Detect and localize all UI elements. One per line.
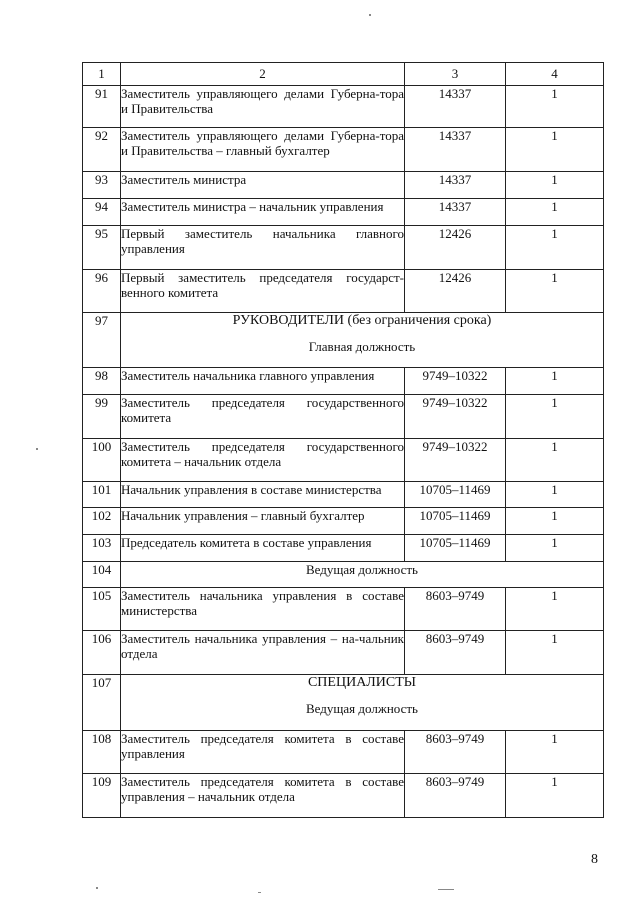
salary-value: 9749–10322 xyxy=(405,439,506,482)
row-number: 104 xyxy=(83,562,121,588)
scan-speck xyxy=(369,14,371,16)
table-header-row xyxy=(83,63,604,86)
section-title: РУКОВОДИТЕЛИ (без ограничения срока) xyxy=(232,313,492,328)
row-number: 105 xyxy=(83,588,121,631)
quantity-value: 1 xyxy=(506,588,604,631)
quantity-value: 1 xyxy=(506,535,604,562)
salary-value: 12426 xyxy=(405,226,506,270)
section-subtitle: Главная должность xyxy=(308,339,416,354)
salary-value: 8603–9749 xyxy=(405,774,506,818)
row-number: 96 xyxy=(83,270,121,313)
position-title: Заместитель начальника управления в составе министерства xyxy=(121,588,405,631)
position-title: Начальник управления – главный бухгалтер xyxy=(121,508,405,535)
section-heading-cell xyxy=(121,562,604,588)
table-row xyxy=(83,482,604,508)
table-row xyxy=(83,128,604,172)
table-row xyxy=(83,172,604,199)
row-number: 103 xyxy=(83,535,121,562)
row-number: 99 xyxy=(83,395,121,439)
scan-speck xyxy=(258,892,261,893)
salary-value: 14337 xyxy=(405,199,506,226)
row-number: 95 xyxy=(83,226,121,270)
row-number: 106 xyxy=(83,631,121,675)
table-section-row xyxy=(83,313,604,368)
position-title: Заместитель председателя государственного комитета – начальник отдела xyxy=(121,439,405,482)
quantity-value: 1 xyxy=(506,508,604,535)
scan-speck xyxy=(36,448,38,450)
table-row xyxy=(83,439,604,482)
salary-value: 9749–10322 xyxy=(405,395,506,439)
table-row xyxy=(83,731,604,774)
row-number: 93 xyxy=(83,172,121,199)
salary-value: 10705–11469 xyxy=(405,535,506,562)
position-title: Первый заместитель начальника главного управления xyxy=(121,226,405,270)
table-row xyxy=(83,199,604,226)
quantity-value: 1 xyxy=(506,199,604,226)
table-row xyxy=(83,226,604,270)
row-number: 107 xyxy=(83,675,121,731)
row-number: 91 xyxy=(83,86,121,128)
position-title: Заместитель управляющего делами Губерна-тора и Правительства xyxy=(121,86,405,128)
table-section-row xyxy=(83,675,604,731)
salary-value: 8603–9749 xyxy=(405,588,506,631)
header-col-3: 3 xyxy=(405,63,506,86)
row-number: 98 xyxy=(83,368,121,395)
section-title: СПЕЦИАЛИСТЫ xyxy=(307,675,417,690)
quantity-value: 1 xyxy=(506,731,604,774)
table-row xyxy=(83,395,604,439)
row-number: 109 xyxy=(83,774,121,818)
table-row xyxy=(83,270,604,313)
table-body xyxy=(83,63,604,818)
position-title: Заместитель министра xyxy=(121,172,405,199)
table-row xyxy=(83,86,604,128)
position-title: Заместитель начальника управления – на-чальник отдела xyxy=(121,631,405,675)
quantity-value: 1 xyxy=(506,172,604,199)
row-number: 102 xyxy=(83,508,121,535)
quantity-value: 1 xyxy=(506,439,604,482)
position-title: Заместитель председателя комитета в составе управления – начальник отдела xyxy=(121,774,405,818)
section-subtitle: Ведущая должность xyxy=(306,701,418,716)
quantity-value: 1 xyxy=(506,395,604,439)
table-row xyxy=(83,535,604,562)
section-subtitle: Ведущая должность xyxy=(306,562,418,577)
section-heading-cell xyxy=(121,675,604,731)
header-col-2: 2 xyxy=(121,63,405,86)
salary-value: 10705–11469 xyxy=(405,508,506,535)
table-row xyxy=(83,774,604,818)
quantity-value: 1 xyxy=(506,128,604,172)
salary-value: 14337 xyxy=(405,128,506,172)
salary-value: 8603–9749 xyxy=(405,631,506,675)
salary-value: 8603–9749 xyxy=(405,731,506,774)
table-row xyxy=(83,368,604,395)
quantity-value: 1 xyxy=(506,270,604,313)
row-number: 100 xyxy=(83,439,121,482)
quantity-value: 1 xyxy=(506,774,604,818)
header-col-1: 1 xyxy=(83,63,121,86)
salary-value: 14337 xyxy=(405,86,506,128)
position-title: Первый заместитель председателя государст-венного комитета xyxy=(121,270,405,313)
row-number: 101 xyxy=(83,482,121,508)
position-title: Заместитель министра – начальник управления xyxy=(121,199,405,226)
position-title: Заместитель начальника главного управления xyxy=(121,368,405,395)
row-number: 97 xyxy=(83,313,121,368)
position-title: Заместитель председателя государственного комитета xyxy=(121,395,405,439)
quantity-value: 1 xyxy=(506,482,604,508)
position-title: Заместитель управляющего делами Губерна-тора и Правительства – главный бухгалтер xyxy=(121,128,405,172)
page-number: 8 xyxy=(591,852,598,867)
table-row xyxy=(83,631,604,675)
quantity-value: 1 xyxy=(506,631,604,675)
section-heading-cell xyxy=(121,313,604,368)
table-row xyxy=(83,588,604,631)
scan-speck xyxy=(438,889,454,890)
positions-table xyxy=(82,62,604,818)
header-col-4: 4 xyxy=(506,63,604,86)
quantity-value: 1 xyxy=(506,368,604,395)
position-title: Начальник управления в составе министерства xyxy=(121,482,405,508)
position-title: Председатель комитета в составе управления xyxy=(121,535,405,562)
position-title: Заместитель председателя комитета в составе управления xyxy=(121,731,405,774)
salary-value: 12426 xyxy=(405,270,506,313)
row-number: 92 xyxy=(83,128,121,172)
row-number: 108 xyxy=(83,731,121,774)
quantity-value: 1 xyxy=(506,86,604,128)
row-number: 94 xyxy=(83,199,121,226)
scan-speck xyxy=(96,887,98,889)
quantity-value: 1 xyxy=(506,226,604,270)
salary-value: 14337 xyxy=(405,172,506,199)
salary-value: 10705–11469 xyxy=(405,482,506,508)
table-row xyxy=(83,508,604,535)
salary-value: 9749–10322 xyxy=(405,368,506,395)
table-section-row xyxy=(83,562,604,588)
